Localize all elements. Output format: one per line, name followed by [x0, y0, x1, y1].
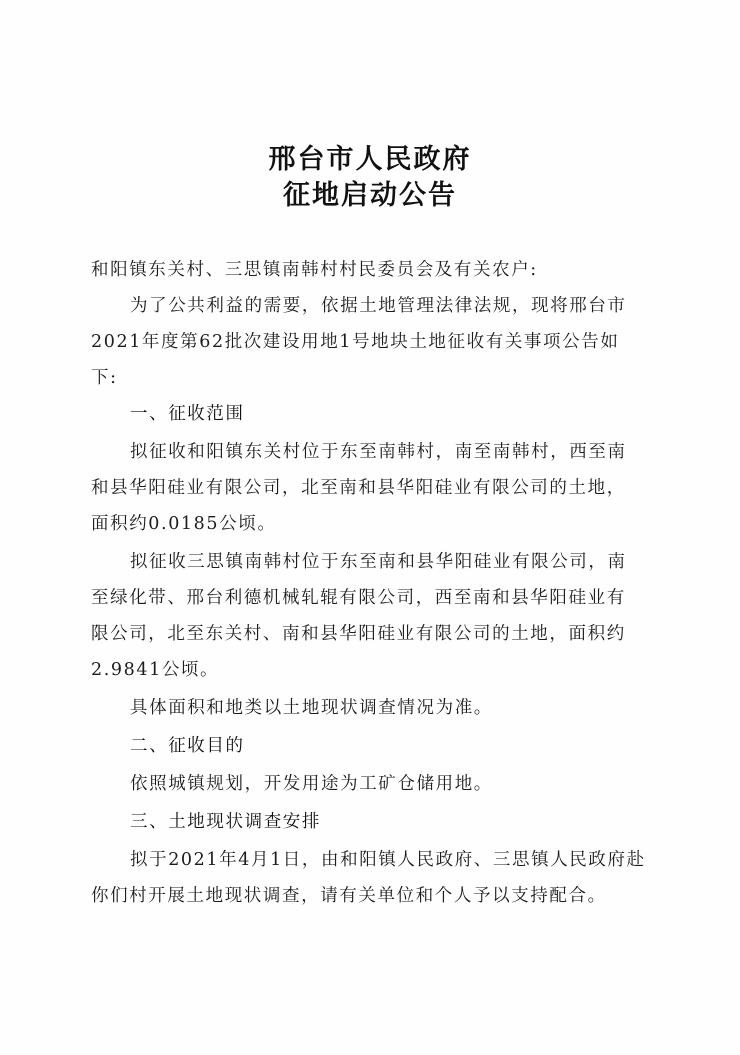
- survey-paragraph-line: 你们村开展土地现状调查，请有关单位和个人予以支持配合。: [91, 886, 607, 906]
- scope-paragraph-line: 至绿化带、邢台利德机械轧辊有限公司，西至南和县华阳硅业有: [91, 588, 626, 608]
- intro-line: 下:: [91, 368, 118, 388]
- scope-paragraph-line: 和县华阳硅业有限公司，北至南和县华阳硅业有限公司的土地，: [91, 478, 626, 498]
- scope-paragraph-line: 限公司，北至东关村、南和县华阳硅业有限公司的土地，面积约: [91, 624, 626, 644]
- section-heading-scope: 一、征收范围: [130, 404, 245, 424]
- section-heading-purpose: 二、征收目的: [130, 736, 245, 756]
- scope-paragraph-line: 拟征收三思镇南韩村位于东至南和县华阳硅业有限公司，南: [130, 552, 627, 572]
- document-title-issuer: 邢台市人民政府: [268, 144, 472, 175]
- document-title-subject: 征地启动公告: [283, 180, 457, 211]
- intro-line: 为了公共利益的需要，依据土地管理法律法规，现将邢台市: [130, 296, 627, 316]
- intro-line: 2021年度第62批次建设用地1号地块土地征收有关事项公告如: [91, 332, 620, 352]
- salutation: 和阳镇东关村、三思镇南韩村村民委员会及有关农户:: [91, 260, 538, 280]
- section-heading-survey: 三、土地现状调查安排: [130, 812, 321, 832]
- purpose-paragraph: 依照城镇规划，开发用途为工矿仓储用地。: [130, 774, 493, 794]
- scope-paragraph-line: 拟征收和阳镇东关村位于东至南韩村，南至南韩村，西至南: [130, 442, 627, 462]
- scope-note: 具体面积和地类以土地现状调查情况为准。: [130, 698, 493, 718]
- survey-paragraph-line: 拟于2021年4月1日，由和阳镇人民政府、三思镇人民政府赴: [130, 850, 646, 870]
- scope-paragraph-line: 面积约0.0185公顷。: [91, 514, 277, 534]
- scope-paragraph-line: 2.9841公顷。: [91, 660, 220, 680]
